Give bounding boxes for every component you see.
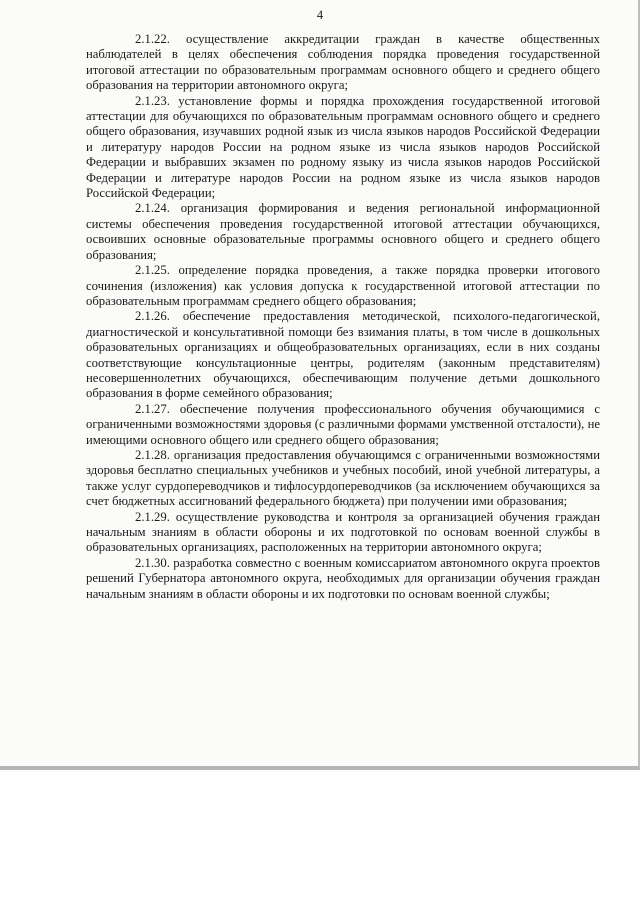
clause-number: 2.1.30. <box>135 555 170 570</box>
document-body <box>86 32 600 602</box>
paragraph-2-1-29 <box>86 510 600 556</box>
clause-number: 2.1.22. <box>135 32 170 46</box>
paragraph-2-1-27 <box>86 402 600 448</box>
clause-text: определение порядка проведения, а также порядка проверки итогового сочинения (изложения) как условия допуска к государственной итоговой аттестации по образовательным программам среднего общего образования; <box>86 263 600 308</box>
paragraph-2-1-30 <box>86 556 600 602</box>
clause-text: установление формы и порядка прохождения государственной итоговой аттестации для обучающихся по образовательным программам основного общего и среднего общего образования, изучавших родной язык из числа языков народов Российской Федерации и литературу народов России на родном языке из числа языков народов Российской Федерации и выбравших экзамен по родному языку из числа языков народов Российской Федерации и литературе народов России на родном языке из числа языков народов Российской Федерации; <box>86 93 600 201</box>
clause-number: 2.1.26. <box>135 309 170 324</box>
clause-number: 2.1.25. <box>135 263 170 278</box>
clause-number: 2.1.24. <box>135 201 170 216</box>
paragraph-2-1-23 <box>86 94 600 202</box>
clause-text: осуществление аккредитации граждан в качестве общественных наблюдателей в целях обеспечения соблюдения порядка проведения государственной итоговой аттестации по образовательным программам основного общего и среднего общего образования на территории автономного округа; <box>86 32 601 93</box>
paragraph-2-1-25 <box>86 263 600 309</box>
paragraph-2-1-26 <box>86 309 600 401</box>
paragraph-2-1-28 <box>86 448 600 510</box>
page-number: 4 <box>316 8 324 22</box>
clause-number: 2.1.23. <box>135 93 170 108</box>
paragraph-2-1-24 <box>86 201 600 263</box>
clause-text: обеспечение предоставления методической, психолого-педагогической, диагностической и консультативной помощи без взимания платы, в том числе в дошкольных образовательных организациях и общеобразовательных организациях, если в них созданы соответствующие консультационные центры, родителям (законным представителям) несовершеннолетних обучающихся, обеспечивающим получение детьми дошкольного образования в форме семейного образования; <box>86 309 600 401</box>
clause-number: 2.1.28. <box>135 447 170 462</box>
clause-number: 2.1.29. <box>135 509 170 524</box>
clause-text: осуществление руководства и контроля за организацией обучения граждан начальным знаниям в области обороны и их подготовкой по основам военной службы в образовательных организациях, расположенных на территории автономного округа; <box>86 509 601 555</box>
clause-text: разработка совместно с военным комиссариатом автономного округа проектов решений Губернатора автономного округа, необходимых для организации обучения граждан начальным знаниям в области обороны и их подготовки по основам военной службы; <box>86 555 601 601</box>
paragraph-2-1-22 <box>86 32 600 94</box>
clause-text: организация формирования и ведения региональной информационной системы обеспечения проведения государственной итоговой аттестации обучающихся, освоивших основные образовательные программы основного общего и среднего общего образования; <box>86 201 600 262</box>
clause-text: организация предоставления обучающимся с ограниченными возможностями здоровья бесплатно специальных учебников и учебных пособий, иной учебной литературы, а также услуг сурдопереводчиков и тифлосурдопереводчиков (за исключением обучающихся за счет бюджетных ассигнований федерального бюджета) при получении ими образования; <box>86 447 600 509</box>
clause-text: обеспечение получения профессионального обучения обучающимися с ограниченными возможностями здоровья (с различными формами умственной отсталости), не имеющими основного общего или среднего общего образования; <box>86 401 600 447</box>
clause-number: 2.1.27. <box>135 401 170 416</box>
